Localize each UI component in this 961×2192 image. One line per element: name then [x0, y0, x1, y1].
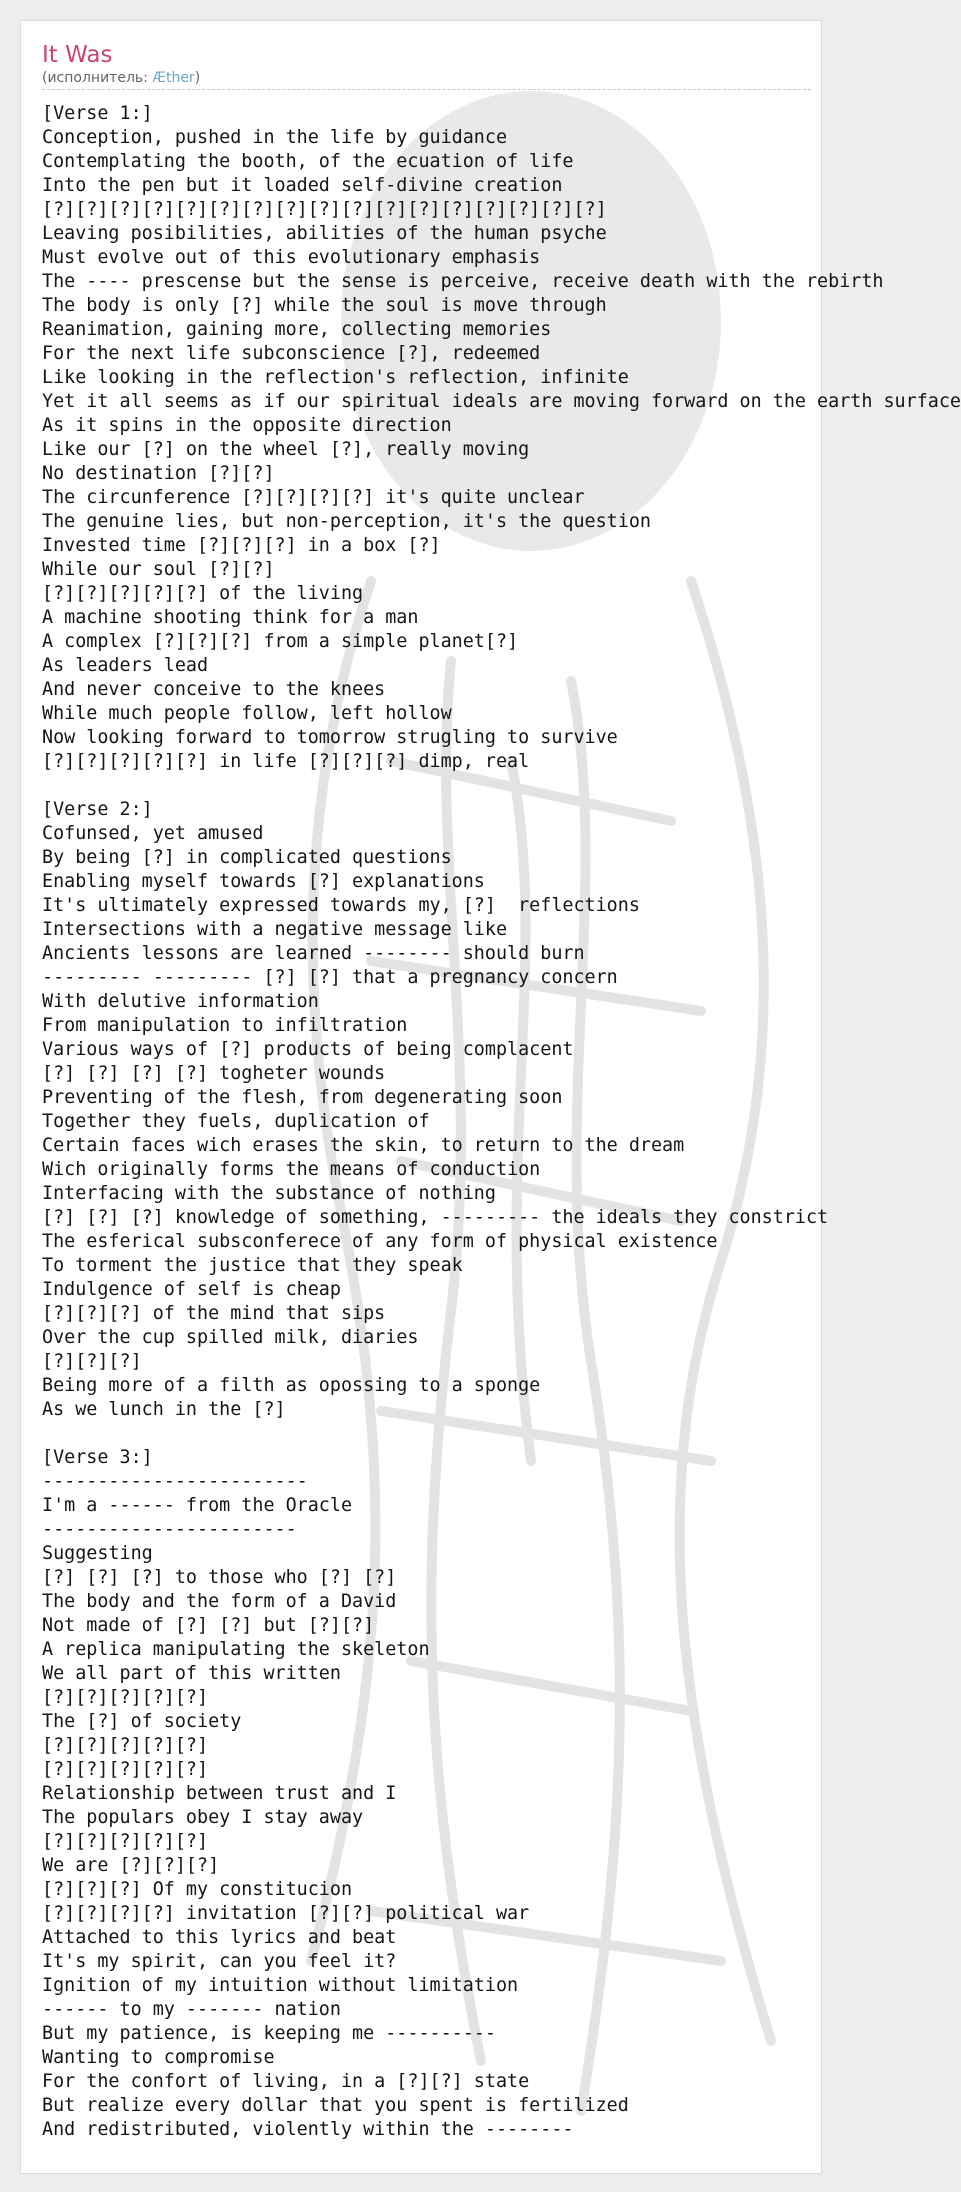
lyric-line: [?][?][?][?][?] of the living: [42, 583, 364, 604]
lyric-line: But my patience, is keeping me ----------: [42, 2023, 496, 2044]
lyric-line: Relationship between trust and I: [42, 1783, 397, 1804]
lyric-line: A replica manipulating the skeleton: [42, 1639, 430, 1660]
lyric-line: [Verse 1:]: [42, 103, 153, 124]
lyric-line: From manipulation to infiltration: [42, 1015, 408, 1036]
lyric-line: The [?] of society: [42, 1711, 242, 1732]
lyric-line: The body and the form of a David: [42, 1591, 397, 1612]
lyric-line: It's ultimately expressed towards my, [?] reflections: [42, 895, 640, 916]
lyric-line: I'm a ------ from the Oracle: [42, 1495, 353, 1516]
lyric-line: And never conceive to the knees: [42, 679, 386, 700]
lyrics-content: [42, 41, 961, 2142]
lyric-line: --------- --------- [?] [?] that a pregnancy concern: [42, 967, 618, 988]
lyric-line: The genuine lies, but non-perception, it's the question: [42, 511, 651, 532]
lyric-line: Now looking forward to tomorrow strugling to survive: [42, 727, 618, 748]
performer-prefix: (исполнитель:: [42, 70, 153, 86]
lyric-line: No destination [?][?]: [42, 463, 275, 484]
lyric-line: [?][?][?]: [42, 1351, 142, 1372]
lyric-line: [?] [?] [?] knowledge of something, --------- the ideals they constrict: [42, 1207, 829, 1228]
lyric-line: -----------------------: [42, 1519, 297, 1540]
lyric-line: [?][?][?][?][?] in life [?][?][?] dimp, real: [42, 751, 530, 772]
performer-suffix: ): [194, 70, 201, 86]
lyric-line: Like our [?] on the wheel [?], really moving: [42, 439, 530, 460]
lyric-line: [Verse 2:]: [42, 799, 153, 820]
lyric-line: Together they fuels, duplication of: [42, 1111, 430, 1132]
lyric-line: Suggesting: [42, 1543, 153, 1564]
lyric-line: Cofunsed, yet amused: [42, 823, 264, 844]
lyric-line: The circunference [?][?][?][?] it's quite unclear: [42, 487, 585, 508]
lyric-line: Certain faces wich erases the skin, to return to the dream: [42, 1135, 685, 1156]
lyric-line: Reanimation, gaining more, collecting memories: [42, 319, 552, 340]
lyric-line: While our soul [?][?]: [42, 559, 275, 580]
lyric-line: Contemplating the booth, of the ecuation of life: [42, 151, 574, 172]
lyric-line: As it spins in the opposite direction: [42, 415, 452, 436]
lyric-line: Like looking in the reflection's reflection, infinite: [42, 367, 629, 388]
stanza-gap: [42, 1422, 811, 1446]
performer-link[interactable]: Æther: [152, 70, 195, 86]
lyric-line: Leaving posibilities, abilities of the human psyche: [42, 223, 607, 244]
lyric-line: As we lunch in the [?]: [42, 1399, 286, 1420]
lyric-line: [?] [?] [?] [?] togheter wounds: [42, 1063, 386, 1084]
lyric-line: We all part of this written: [42, 1663, 341, 1684]
performer-line: [42, 69, 811, 90]
lyric-line: Into the pen but it loaded self-divine creation: [42, 175, 563, 196]
lyric-line: [Verse 3:]: [42, 1447, 153, 1468]
lyric-line: And redistributed, violently within the --------: [42, 2119, 574, 2140]
lyric-line: Must evolve out of this evolutionary emphasis: [42, 247, 541, 268]
lyric-line: Ignition of my intuition without limitation: [42, 1975, 519, 1996]
lyric-line: [?][?][?][?][?]: [42, 1759, 209, 1780]
lyric-line: The populars obey I stay away: [42, 1807, 364, 1828]
lyric-line: As leaders lead: [42, 655, 209, 676]
lyric-line: By being [?] in complicated questions: [42, 847, 452, 868]
lyric-line: Not made of [?] [?] but [?][?]: [42, 1615, 375, 1636]
lyric-line: [?][?][?][?][?][?][?][?][?][?][?][?][?][?][?][?][?]: [42, 199, 607, 220]
lyric-line: [?][?][?] of the mind that sips: [42, 1303, 386, 1324]
lyric-line: Yet it all seems as if our spiritual ideals are moving forward on the earth surface: [42, 391, 961, 412]
lyric-line: A machine shooting think for a man: [42, 607, 419, 628]
lyric-line: ------------------------: [42, 1471, 308, 1492]
lyric-line: Attached to this lyrics and beat: [42, 1927, 397, 1948]
lyric-line: To torment the justice that they speak: [42, 1255, 463, 1276]
lyric-line: Conception, pushed in the life by guidance: [42, 127, 508, 148]
lyric-line: Ancients lessons are learned -------- should burn: [42, 943, 585, 964]
lyric-line: Wanting to compromise: [42, 2047, 275, 2068]
lyric-line: Enabling myself towards [?] explanations: [42, 871, 485, 892]
lyric-line: Preventing of the flesh, from degenerating soon: [42, 1087, 563, 1108]
lyric-line: But realize every dollar that you spent is fertilized: [42, 2095, 629, 2116]
lyric-line: [?][?][?] Of my constitucion: [42, 1879, 353, 1900]
lyric-line: A complex [?][?][?] from a simple planet[?]: [42, 631, 519, 652]
lyric-line: It's my spirit, can you feel it?: [42, 1951, 397, 1972]
lyric-line: With delutive information: [42, 991, 319, 1012]
lyric-line: The esferical subsconferece of any form of physical existence: [42, 1231, 718, 1252]
lyric-line: Interfacing with the substance of nothing: [42, 1183, 496, 1204]
lyric-line: Various ways of [?] products of being complacent: [42, 1039, 574, 1060]
lyric-line: For the next life subconscience [?], redeemed: [42, 343, 541, 364]
lyric-line: Intersections with a negative message like: [42, 919, 508, 940]
lyric-line: ------ to my ------- nation: [42, 1999, 341, 2020]
lyric-line: [?][?][?][?][?]: [42, 1735, 209, 1756]
lyrics-card: [20, 20, 961, 2174]
lyric-line: Wich originally forms the means of conduction: [42, 1159, 541, 1180]
lyrics-text: [42, 102, 961, 2142]
stanza-gap: [42, 774, 811, 798]
lyric-line: Indulgence of self is cheap: [42, 1279, 341, 1300]
lyric-line: Over the cup spilled milk, diaries: [42, 1327, 419, 1348]
lyric-line: While much people follow, left hollow: [42, 703, 452, 724]
lyric-line: We are [?][?][?]: [42, 1855, 220, 1876]
lyric-line: [?][?][?][?] invitation [?][?] political war: [42, 1903, 530, 1924]
lyric-line: [?][?][?][?][?]: [42, 1687, 209, 1708]
lyric-line: For the confort of living, in a [?][?] state: [42, 2071, 530, 2092]
lyric-line: The body is only [?] while the soul is move through: [42, 295, 607, 316]
lyric-line: The ---- prescense but the sense is perceive, receive death with the rebirth: [42, 271, 884, 292]
lyric-line: [?] [?] [?] to those who [?] [?]: [42, 1567, 397, 1588]
lyric-line: Being more of a filth as opossing to a sponge: [42, 1375, 541, 1396]
lyric-line: [?][?][?][?][?]: [42, 1831, 209, 1852]
song-title: It Was: [42, 42, 113, 68]
lyric-line: Invested time [?][?][?] in a box [?]: [42, 535, 441, 556]
